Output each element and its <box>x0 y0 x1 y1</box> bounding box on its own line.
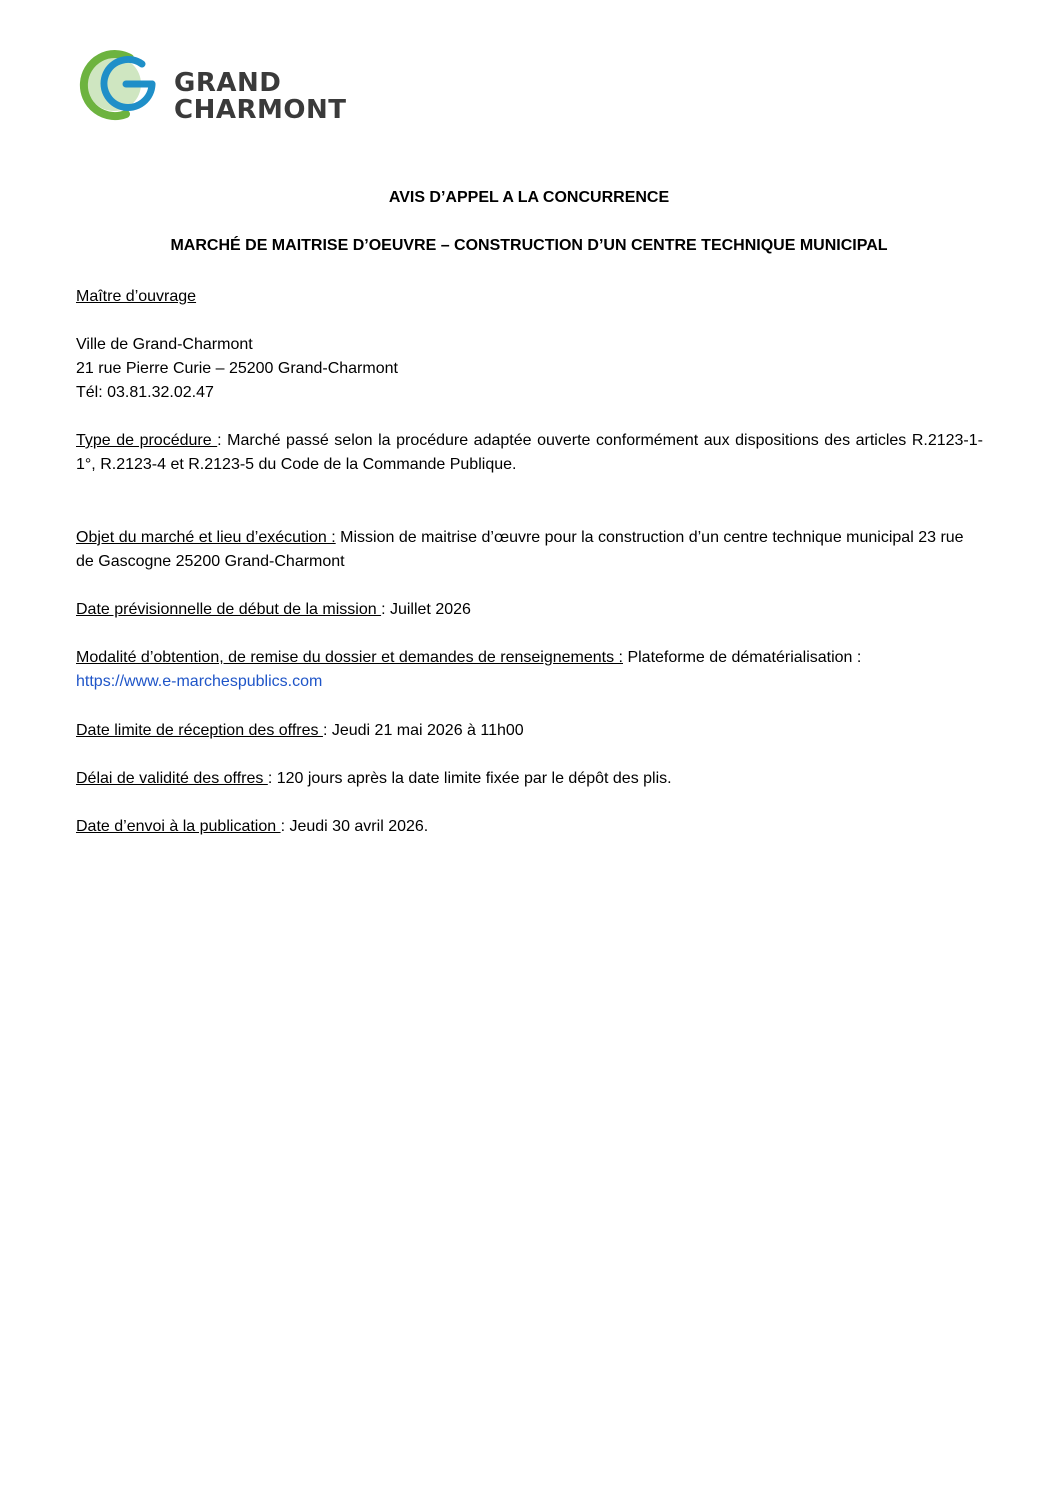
modalite-label: Modalité d’obtention, de remise du dossier et demandes de renseignements : <box>76 649 623 666</box>
date-debut-label: Date prévisionnelle de début de la mission <box>76 601 382 618</box>
maitre-ouvrage-details <box>76 333 983 405</box>
date-limite-text: : Jeudi 21 mai 2026 à 11h00 <box>322 722 524 739</box>
logo-line-2: CHARMONT <box>174 95 347 125</box>
validite-text: : 120 jours après la date limite fixée par le dépôt des plis. <box>267 770 672 787</box>
notice-subtitle: MARCHÉ DE MAITRISE D’OEUVRE – CONSTRUCTION D’UN CENTRE TECHNIQUE MUNICIPAL <box>170 237 888 254</box>
date-debut-section <box>76 598 983 622</box>
envoi-section <box>76 815 983 839</box>
procedure-text: : Marché passé selon la procédure adaptée ouverte conformément aux dispositions des articles R.2123-1-1°, R.2123-4 et R.2123-5 du Code de la Commande Publique. <box>76 432 983 473</box>
maitre-ouvrage-label: Maître d’ouvrage <box>76 288 197 305</box>
objet-text: Mission de maitrise d’œuvre pour la construction d’un centre technique municipal 23 rue de Gascogne 25200 Grand-Charmont <box>76 529 964 570</box>
date-limite-label: Date limite de réception des offres <box>76 722 323 739</box>
maitre-ouvrage-phone: Tél: 03.81.32.02.47 <box>76 384 214 401</box>
logo-wordmark <box>174 70 346 124</box>
objet-section <box>76 526 983 574</box>
procedure-label: Type de procédure <box>76 432 218 449</box>
modalite-section <box>76 646 983 694</box>
platform-link[interactable]: https://www.e-marchespublics.com <box>76 673 323 690</box>
modalite-line <box>76 646 983 670</box>
grand-charmont-logo <box>74 44 364 126</box>
logo-line-1: GRAND <box>174 68 282 98</box>
objet-label: Objet du marché et lieu d’exécution : <box>76 529 336 546</box>
envoi-label: Date d’envoi à la publication <box>76 818 281 835</box>
date-limite-section <box>76 719 983 743</box>
maitre-ouvrage-address: 21 rue Pierre Curie – 25200 Grand-Charmont <box>76 360 398 377</box>
envoi-text: : Jeudi 30 avril 2026. <box>280 818 429 835</box>
maitre-ouvrage-name: Ville de Grand-Charmont <box>76 336 253 353</box>
notice-title: AVIS D’APPEL A LA CONCURRENCE <box>388 189 670 206</box>
procedure-section <box>76 429 983 477</box>
validite-section <box>76 767 983 791</box>
maitre-ouvrage-section <box>76 285 983 309</box>
modalite-text: Plateforme de dématérialisation : <box>623 649 862 666</box>
grand-charmont-logo-mark <box>74 44 164 126</box>
date-debut-text: : Juillet 2026 <box>381 601 471 618</box>
validite-label: Délai de validité des offres <box>76 770 268 787</box>
